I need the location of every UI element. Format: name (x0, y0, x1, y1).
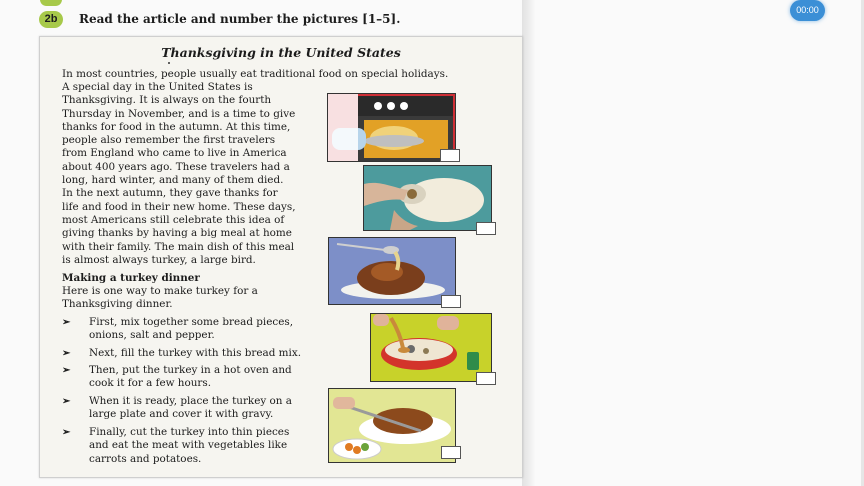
step-text (89, 426, 289, 466)
oven-turkey-illustration (327, 93, 456, 162)
step-line: Finally, cut the turkey into thin pieces (89, 426, 290, 438)
section-lead (62, 285, 258, 312)
section-subheading: Making a turkey dinner (62, 272, 200, 284)
step-text (89, 395, 292, 422)
arrow-bullet-icon: ➢ (62, 348, 71, 359)
intro-line: most Americans still celebrate this idea of (62, 213, 285, 226)
step-text (89, 316, 293, 343)
arrow-bullet-icon: ➢ (62, 427, 71, 438)
intro-line: life and food in their new home. These days, (62, 200, 296, 213)
intro-line: giving thanks by having a big meal at home (62, 227, 292, 240)
intro-line: A special day in the United States is (62, 81, 253, 93)
mixing-bowl-illustration (370, 313, 492, 382)
lead-line: Thanksgiving dinner. (62, 298, 173, 311)
arrow-bullet-icon: ➢ (62, 317, 71, 328)
answer-box-1[interactable] (440, 149, 460, 162)
step-line: cook it for a few hours. (89, 377, 212, 390)
carving-turkey-illustration (328, 388, 456, 463)
intro-line: long, hard winter, and many of them died. (62, 174, 284, 187)
arrow-bullet-icon: ➢ (62, 396, 71, 407)
decorative-dot (168, 62, 170, 64)
intro-line: with their family. The main dish of this meal (62, 240, 295, 253)
intro-line: about 400 years ago. These travelers had a (62, 160, 290, 173)
intro-line: In the next autumn, they gave thanks for (62, 187, 278, 200)
lead-line: Here is one way to make turkey for a (62, 285, 258, 297)
step-line: onions, salt and pepper. (89, 329, 215, 342)
exercise-badge: 2b (39, 11, 63, 28)
answer-box-2[interactable] (476, 222, 496, 235)
step-line: large plate and cover it with gravy. (89, 408, 274, 421)
intro-line: Thursday in November, and is a time to give (62, 107, 296, 120)
arrow-bullet-icon: ➢ (62, 365, 71, 376)
intro-line: is almost always turkey, a large bird. (62, 253, 256, 266)
answer-box-5[interactable] (441, 446, 461, 459)
answer-box-4[interactable] (476, 372, 496, 385)
gravy-turkey-illustration (328, 237, 456, 305)
step-text (89, 364, 292, 391)
step-text (89, 347, 301, 360)
intro-line: from England who came to live in America (62, 147, 287, 160)
intro-line: thanks for food in the autumn. At this time, (62, 120, 291, 133)
page-shadow (522, 0, 536, 486)
intro-line: people also remember the first travelers (62, 134, 276, 147)
previous-exercise-badge (40, 0, 62, 6)
stuffing-turkey-illustration (363, 165, 492, 231)
intro-line: Thanksgiving. It is always on the fourth (62, 94, 272, 107)
article-title: Thanksgiving in the United States (161, 45, 401, 60)
article-panel (39, 36, 523, 478)
intro-paragraph (62, 81, 312, 267)
step-line: carrots and potatoes. (89, 452, 202, 465)
answer-box-3[interactable] (441, 295, 461, 308)
step-line: First, mix together some bread pieces, (89, 316, 294, 328)
intro-first-line: In most countries, people usually eat traditional food on special holidays. (62, 68, 449, 80)
step-line: When it is ready, place the turkey on a (89, 395, 292, 407)
step-line: and eat the meat with vegetables like (89, 439, 288, 452)
timer-button[interactable]: 00:00 (790, 0, 825, 21)
step-line: Then, put the turkey in a hot oven and (89, 364, 292, 376)
step-line: Next, fill the turkey with this bread mix. (89, 347, 302, 359)
exercise-instruction: Read the article and number the pictures [1–5]. (79, 12, 401, 26)
